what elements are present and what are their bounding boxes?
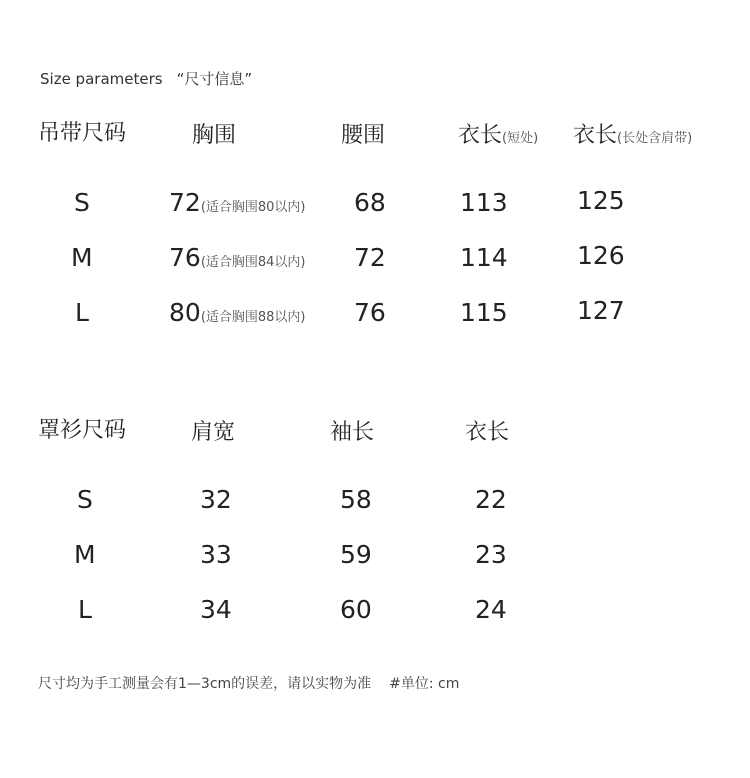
camisole-row-m-length-short: 114 (460, 243, 508, 272)
title-cn: “尺寸信息” (176, 70, 253, 88)
camisole-header-length-long (573, 118, 692, 149)
camisole-row-m-waist: 72 (354, 243, 386, 272)
camisole-row-l-length-short: 115 (460, 298, 508, 327)
camisole-header-length-short (458, 118, 538, 149)
camisole-row-s-waist: 68 (354, 188, 386, 217)
shirt-row-l-shoulder: 34 (200, 595, 232, 624)
shirt-header-size: 罩衫尺码 (38, 418, 127, 443)
shirt-header-sleeve: 袖长 (330, 420, 375, 445)
shirt-row-m-size: M (74, 540, 96, 569)
camisole-row-m-length-long: 126 (577, 241, 625, 270)
shirt-row-m-shoulder: 33 (200, 540, 232, 569)
shirt-row-m-length: 23 (475, 540, 507, 569)
camisole-row-m-chest (169, 243, 306, 272)
camisole-row-s-chest (169, 188, 306, 217)
camisole-header-waist: 腰围 (341, 123, 386, 148)
footer-note (38, 673, 459, 693)
shirt-row-s-sleeve: 58 (340, 485, 372, 514)
camisole-row-s-length-long: 125 (577, 186, 625, 215)
camisole-header-size: 吊带尺码 (38, 121, 127, 146)
shirt-header-length: 衣长 (465, 420, 510, 445)
camisole-header-length-short-note: (短处) (502, 131, 539, 146)
camisole-header-length-short-label: 衣长 (458, 123, 503, 148)
camisole-row-s-chest-value: 72 (169, 188, 201, 217)
shirt-row-l-sleeve: 60 (340, 595, 372, 624)
camisole-row-m-chest-value: 76 (169, 243, 201, 272)
camisole-header-length-long-note: (长处含肩带) (617, 131, 693, 146)
footer-unit: #单位: cm (389, 676, 460, 692)
camisole-header-length-long-label: 衣长 (573, 123, 618, 148)
title-en: Size parameters (40, 70, 163, 88)
shirt-row-m-sleeve: 59 (340, 540, 372, 569)
camisole-row-l-chest-value: 80 (169, 298, 201, 327)
footer-measure-note: 尺寸均为手工测量会有1—3cm的误差，请以实物为准 (38, 676, 372, 692)
camisole-row-l-chest-note: (适合胸围88以内) (200, 310, 306, 325)
shirt-row-s-shoulder: 32 (200, 485, 232, 514)
camisole-row-l-size: L (75, 298, 89, 327)
camisole-row-l-length-long: 127 (577, 296, 625, 325)
camisole-row-s-length-short: 113 (460, 188, 508, 217)
camisole-row-m-chest-note: (适合胸围84以内) (200, 255, 306, 270)
shirt-row-s-length: 22 (475, 485, 507, 514)
shirt-row-s-size: S (77, 485, 93, 514)
page-title (40, 68, 252, 89)
camisole-row-l-waist: 76 (354, 298, 386, 327)
camisole-header-chest: 胸围 (192, 123, 237, 148)
shirt-row-l-size: L (78, 595, 92, 624)
camisole-row-s-chest-note: (适合胸围80以内) (200, 200, 306, 215)
camisole-row-l-chest (169, 298, 306, 327)
shirt-header-shoulder: 肩宽 (191, 420, 236, 445)
shirt-row-l-length: 24 (475, 595, 507, 624)
camisole-row-m-size: M (71, 243, 93, 272)
camisole-row-s-size: S (74, 188, 90, 217)
